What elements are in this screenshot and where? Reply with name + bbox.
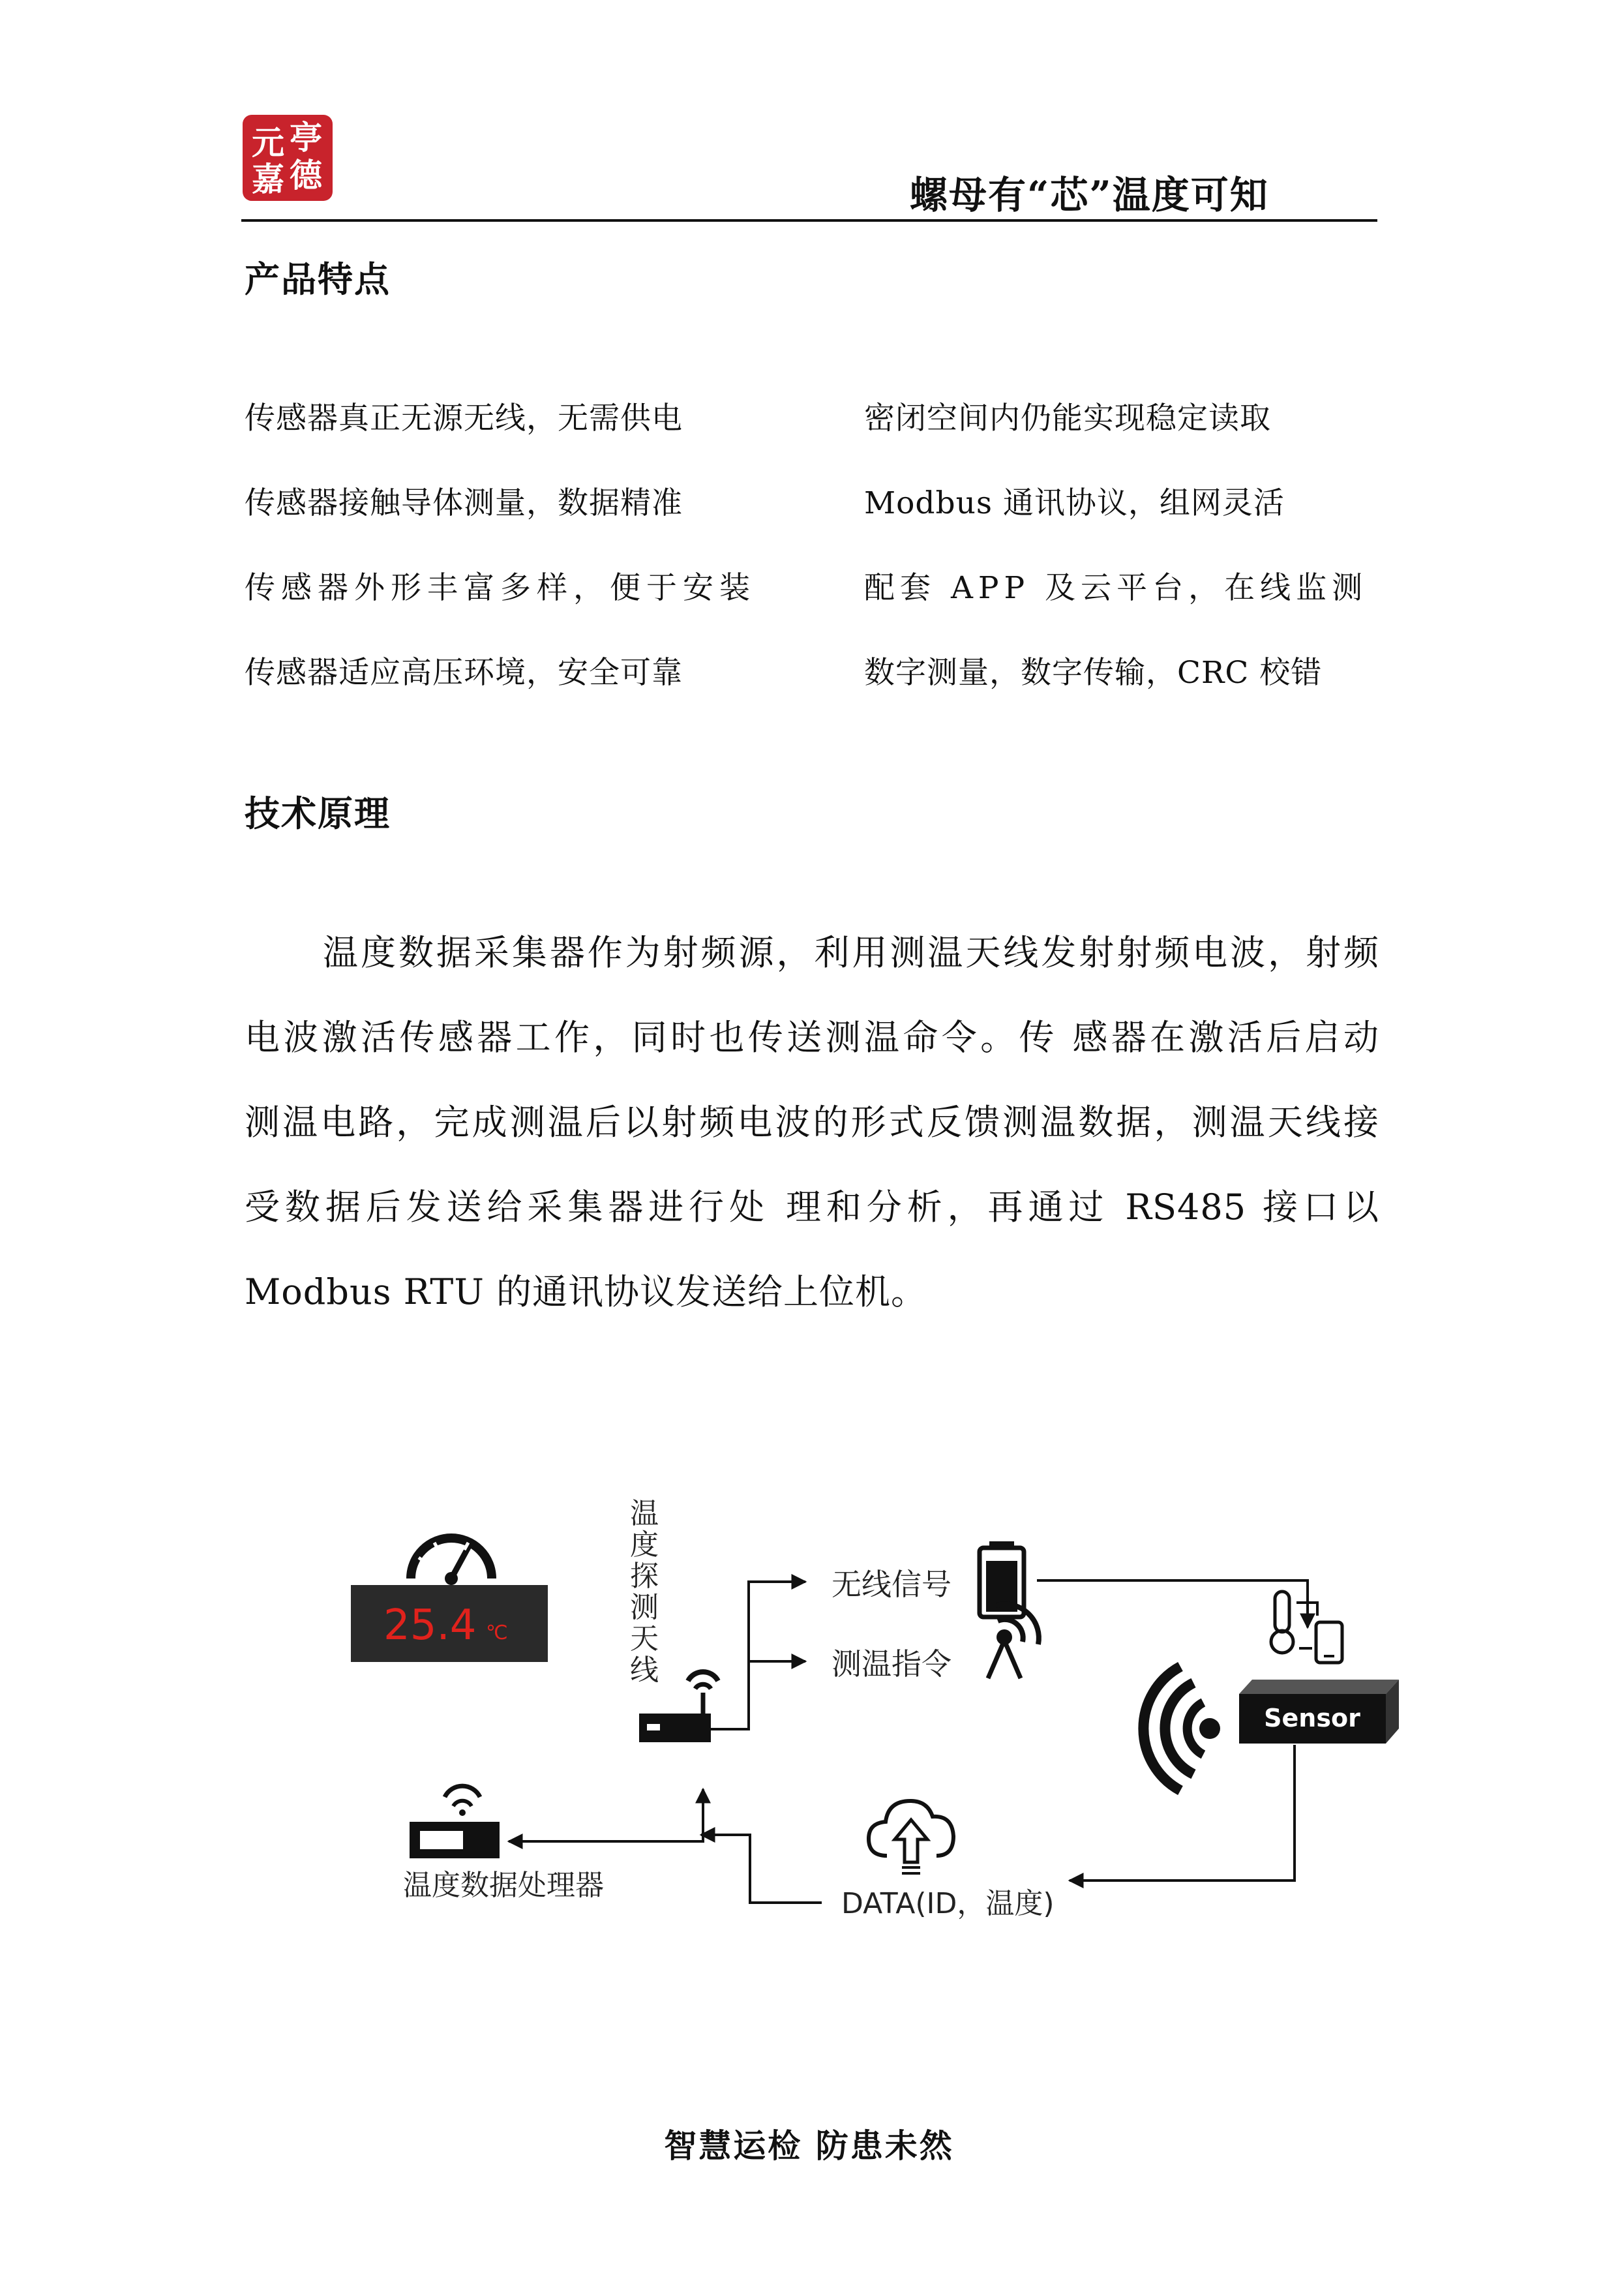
principle-title: 技术原理	[245, 793, 391, 834]
antenna-label-char: 天	[630, 1622, 659, 1655]
processor-label: 温度数据处理器	[403, 1869, 604, 1902]
wifi-signal-icon	[1143, 1667, 1220, 1790]
wireless-signal-label: 无线信号	[831, 1567, 951, 1602]
cloud-upload-icon	[869, 1801, 953, 1873]
seal-char: 元	[252, 123, 284, 162]
feature-item: 传感器接触导体测量，数据精准	[245, 485, 683, 521]
gauge-icon	[411, 1538, 492, 1585]
paragraph-line: 温度数据采集器作为射频源，利用测温天线发射射频电波，射频	[323, 932, 1379, 973]
paragraph-line: 电波激活传感器工作，同时也传送测温命令。传 感器在激活后启动	[245, 1017, 1379, 1058]
feature-item: 传感器真正无源无线，无需供电	[245, 400, 683, 436]
feature-item: Modbus 通讯协议，组网灵活	[864, 485, 1285, 521]
seal-char: 亭	[290, 118, 322, 157]
feature-item: 密闭空间内仍能实现稳定读取	[864, 400, 1271, 436]
antenna-label-char: 度	[630, 1528, 659, 1562]
measure-command-label: 测温指令	[831, 1646, 951, 1682]
processor-icon	[410, 1786, 500, 1858]
feature-item: 数字测量，数字传输，CRC 校错	[864, 655, 1323, 691]
thermometer-icon	[1271, 1592, 1317, 1653]
feature-item: 传感器适应高压环境，安全可靠	[245, 655, 683, 691]
antenna-label-char: 测	[630, 1591, 659, 1624]
phone-icon	[1316, 1622, 1342, 1663]
antenna-label-char: 温	[630, 1497, 659, 1530]
display-unit: ℃	[486, 1622, 508, 1644]
footer-slogan: 智慧运检 防患未然	[664, 2126, 954, 2165]
principle-diagram	[326, 1432, 1422, 1967]
paragraph-line: Modbus RTU 的通讯协议发送给上位机。	[245, 1271, 927, 1312]
feature-item: 传感器外形丰富多样，便于安装	[245, 570, 756, 606]
company-seal-logo	[243, 115, 333, 201]
feature-item: 配套 APP 及云平台，在线监测	[864, 570, 1368, 606]
seal-char: 嘉	[252, 160, 284, 198]
seal-char: 德	[290, 156, 322, 194]
header-divider	[241, 219, 1377, 222]
header-slogan: 螺母有“芯”温度可知	[910, 173, 1269, 217]
antenna-label-char: 探	[630, 1560, 659, 1593]
data-label: DATA(ID，温度)	[841, 1887, 1055, 1920]
paragraph-line: 受数据后发送给采集器进行处 理和分析，再通过 RS485 接口以	[245, 1186, 1379, 1228]
display-value: 25.4	[383, 1601, 477, 1650]
antenna-label-char: 线	[630, 1654, 659, 1687]
features-title: 产品特点	[245, 258, 391, 300]
sensor-box	[1239, 1680, 1399, 1744]
paragraph-line: 测温电路，完成测温后以射频电波的形式反馈测温数据，测温天线接	[245, 1102, 1379, 1143]
sensor-label: Sensor	[1264, 1704, 1360, 1732]
